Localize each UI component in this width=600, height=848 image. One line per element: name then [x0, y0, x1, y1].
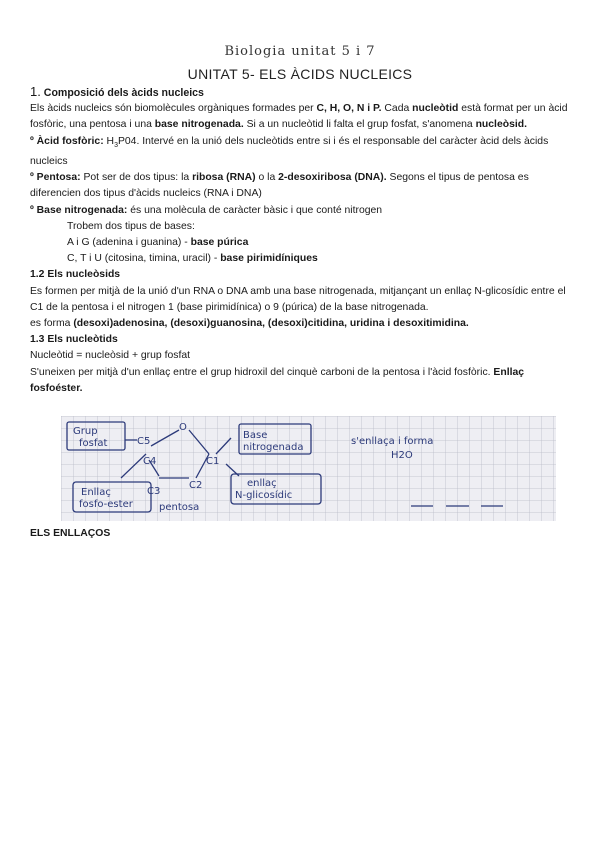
- nucleotids-bold: Enllaç fosfoéster.: [30, 366, 525, 394]
- enllac-n-glicosidic-label-1: enllaç: [247, 478, 277, 489]
- intro-paragraph: [30, 101, 575, 133]
- nucleosids-paragraph: Es formen per mitjà de la unió d'un RNA o DNA amb una base nitrogenada, mitjançant un enllaç N-glicosídic entre el C1 de la pentosa i el nitrogen 1 (base pirimidínica) o 9 (púrica) de la base nitrogenada.: [30, 285, 566, 313]
- enllac-n-glicosidic-label-2: N-glicosídic: [235, 490, 293, 501]
- nucleotids-paragraph: [30, 365, 575, 397]
- fosforic-paragraph: [30, 134, 575, 170]
- base-purica-text: A i G (adenina i guanina) -: [67, 236, 191, 248]
- pentosa-paragraph: [30, 170, 575, 202]
- els-enllacos-heading: ELS ENLLAÇOS: [30, 528, 111, 539]
- intro-nucleotid: nucleòtid: [412, 103, 459, 115]
- nucleotids-text: S'uneixen per mitjà d'un enllaç entre el grup hidroxil del cinquè carboni de la pentosa i l'àcid fosfòric.: [30, 366, 494, 378]
- base-tipus: Trobem dos tipus de bases:: [67, 220, 195, 232]
- base-purica-line: [30, 235, 575, 251]
- pentosa-ribosa: ribosa (RNA): [192, 172, 256, 184]
- base-purica-bold: base púrica: [190, 236, 249, 248]
- base-paragraph: [30, 203, 575, 219]
- base-text: és una molècula de caràcter bàsic i que conté nitrogen: [127, 204, 383, 216]
- grup-fosfat-label-1: Grup: [73, 426, 98, 437]
- intro-text-3: està format per un àcid fosfòric, una pentosa i una: [30, 103, 568, 131]
- c2-label: C2: [189, 480, 203, 491]
- pentosa-label: pentosa: [159, 502, 200, 513]
- pentosa-label: º Pentosa:: [30, 172, 81, 184]
- unit-title: UNITAT 5- ELS ÀCIDS NUCLEICS: [187, 66, 413, 82]
- section-1-heading: [30, 84, 575, 101]
- section-1-title: Composició dels àcids nucleics: [43, 87, 204, 99]
- nucleosids-forma-text: es forma: [30, 317, 74, 329]
- enllac-fosfoester-label-2: fosfo-ester: [79, 499, 133, 510]
- fosforic-formula-post: P04.: [117, 135, 140, 147]
- base-label-1: Base: [243, 430, 268, 441]
- pentosa-desoxiribosa: 2-desoxiribosa (DNA).: [278, 172, 387, 184]
- intro-text-1: Els àcids nucleics són biomolècules orgàniques formades per: [30, 103, 317, 115]
- nucleotid-formula: Nucleòtid = nucleòsid + grup fosfat: [30, 350, 190, 362]
- section-1-number: 1.: [30, 84, 41, 99]
- intro-text-4: Si a un nucleòtid li falta el grup fosfat, s'anomena: [243, 119, 476, 131]
- nucleotide-diagram: [61, 416, 556, 521]
- enllaca-label-1: s'enllaça i forma: [351, 436, 434, 447]
- c3-label: C3: [147, 486, 161, 497]
- fosforic-text: Intervé en la unió dels nucleòtids entre si i és el responsable del caràcter àcid dels àcids nucleics: [30, 135, 549, 167]
- fosforic-formula-sub: 3: [114, 141, 118, 149]
- nucleosids-forma-bold: (desoxi)adenosina, (desoxi)guanosina, (desoxi)citidina, uridina i desoxitimidina.: [73, 317, 469, 329]
- base-pirimidinica-line: [30, 251, 575, 267]
- diagram-svg: [61, 416, 556, 521]
- page-header-title: Biologia unitat 5 i 7: [224, 44, 376, 59]
- nucleosids-forma-line: [30, 316, 575, 332]
- pentosa-text-3: Segons el tipus de pentosa es diferencien dos tipus d'àcids nucleics (RNA i DNA): [30, 172, 529, 200]
- intro-base: base nitrogenada.: [154, 119, 244, 131]
- grid-lines: [61, 416, 556, 521]
- o-label: O: [179, 422, 187, 433]
- c1-label: C1: [206, 456, 220, 467]
- pentosa-text-2: o la: [255, 172, 279, 184]
- enllac-fosfoester-label-1: Enllaç: [81, 487, 111, 498]
- enllaca-label-2: H2O: [391, 450, 413, 461]
- fosforic-formula-pre: H: [103, 135, 115, 147]
- intro-elements: C, H, O, N i P.: [316, 103, 382, 115]
- section-1-3-heading: 1.3 Els nucleòtids: [30, 334, 118, 346]
- grup-fosfat-label-2: fosfat: [79, 438, 108, 449]
- fosforic-label: º Àcid fosfòric:: [30, 135, 104, 147]
- base-label: º Base nitrogenada:: [30, 204, 128, 216]
- pentosa-text-1: Pot ser de dos tipus: la: [80, 172, 193, 184]
- intro-text-2: Cada: [381, 103, 413, 115]
- c5-label: C5: [137, 436, 151, 447]
- intro-nucleosid: nucleòsid.: [475, 119, 527, 131]
- base-label-2: nitrogenada: [243, 442, 304, 453]
- base-pirimidinica-bold: base pirimidíniques: [220, 253, 318, 265]
- section-1-2-heading: 1.2 Els nucleòsids: [30, 269, 121, 281]
- base-pirimidinica-text: C, T i U (citosina, timina, uracil) -: [67, 253, 221, 265]
- c4-label: C4: [143, 456, 157, 467]
- document-body: [30, 84, 575, 397]
